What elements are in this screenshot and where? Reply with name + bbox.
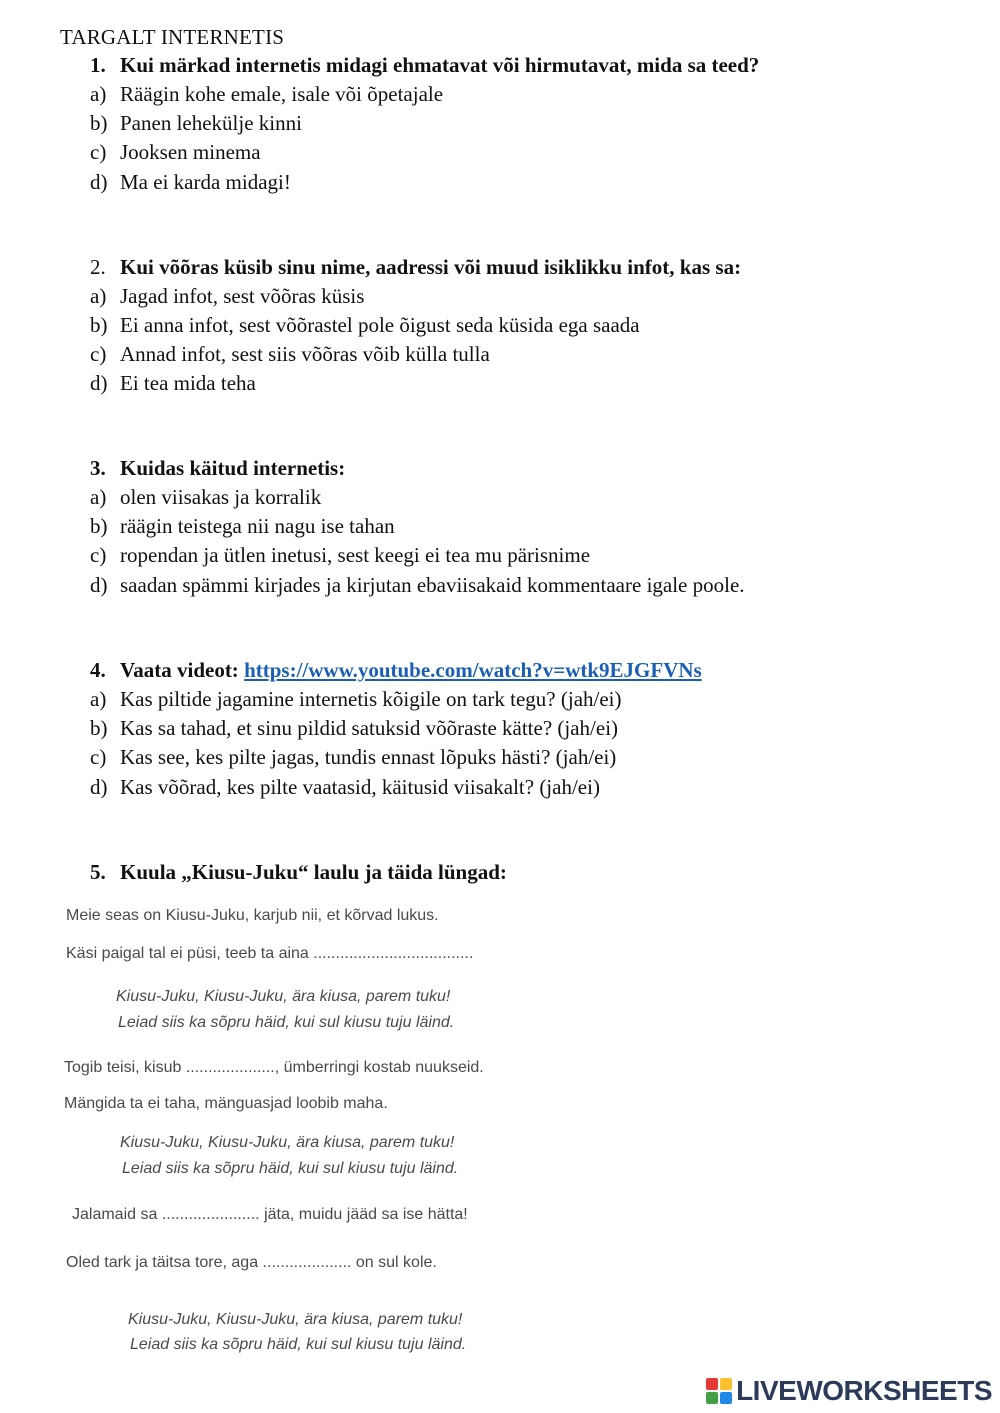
- question-1-answer-d[interactable]: d) Ma ei karda midagi!: [90, 170, 291, 194]
- chorus-1-line-1: Kiusu-Juku, Kiusu-Juku, ära kiusa, parem tuku!: [116, 988, 451, 1005]
- question-4-number: 4.: [90, 658, 106, 682]
- question-2-number: 2.: [90, 255, 106, 279]
- chorus-2-line-1: Kiusu-Juku, Kiusu-Juku, ära kiusa, parem tuku!: [120, 1134, 455, 1151]
- lyric-line-6-blank[interactable]: Oled tark ja täitsa tore, aga .................... on sul kole.: [66, 1254, 437, 1271]
- chorus-3-line-1: Kiusu-Juku, Kiusu-Juku, ära kiusa, parem tuku!: [128, 1311, 463, 1328]
- question-3-answer-b[interactable]: b) räägin teistega nii nagu ise tahan: [90, 514, 395, 538]
- question-5-number: 5.: [90, 860, 106, 884]
- question-2-title: [90, 255, 741, 280]
- question-3-answer-a[interactable]: a) olen viisakas ja korralik: [90, 485, 322, 509]
- question-4-answer-b[interactable]: b) Kas sa tahad, et sinu pildid satuksid võõraste kätte? (jah/ei): [90, 716, 619, 740]
- lyric-line-4: Mängida ta ei taha, mänguasjad loobib maha.: [64, 1095, 388, 1112]
- lyric-line-5-blank[interactable]: Jalamaid sa ...................... jäta, muidu jääd sa ise hätta!: [72, 1206, 468, 1223]
- question-3-title: [90, 456, 345, 481]
- question-1-answer-a[interactable]: a) Räägin kohe emale, isale või õpetajale: [90, 82, 444, 106]
- question-1-answer-c[interactable]: c) Jooksen minema: [90, 140, 261, 164]
- question-2-answer-c[interactable]: c) Annad infot, sest siis võõras võib külla tulla: [90, 342, 490, 366]
- chorus-3-line-2: Leiad siis ka sõpru häid, kui sul kiusu tuju läind.: [130, 1336, 467, 1353]
- question-5-text: Kuula „Kiusu-Juku“ laulu ja täida lüngad:: [120, 860, 507, 884]
- video-link[interactable]: https://www.youtube.com/watch?v=wtk9EJGFVNs: [244, 658, 702, 682]
- question-4-answer-a[interactable]: a) Kas piltide jagamine internetis kõigile on tark tegu? (jah/ei): [90, 687, 622, 711]
- chorus-2-line-2: Leiad siis ka sõpru häid, kui sul kiusu tuju läind.: [122, 1160, 459, 1177]
- question-2-answer-a[interactable]: a) Jagad infot, sest võõras küsis: [90, 284, 365, 308]
- document-title: TARGALT INTERNETIS: [60, 25, 285, 49]
- question-4-answer-d[interactable]: d) Kas võõrad, kes pilte vaatasid, käitusid viisakalt? (jah/ei): [90, 775, 600, 799]
- chorus-1-line-2: Leiad siis ka sõpru häid, kui sul kiusu tuju läind.: [118, 1014, 455, 1031]
- liveworksheets-logo-text: LIVEWORKSHEETS: [736, 1375, 992, 1406]
- lyric-line-1: Meie seas on Kiusu-Juku, karjub nii, et kõrvad lukus.: [66, 907, 439, 924]
- question-1-text: Kui märkad internetis midagi ehmatavat või hirmutavat, mida sa teed?: [120, 53, 760, 77]
- liveworksheets-logo: [706, 1375, 992, 1407]
- question-4-text: Vaata videot:: [120, 658, 239, 682]
- question-1-answer-b[interactable]: b) Panen lehekülje kinni: [90, 111, 302, 135]
- question-5-title: [90, 860, 507, 885]
- question-2-text: Kui võõras küsib sinu nime, aadressi või muud isiklikku infot, kas sa:: [120, 255, 742, 279]
- question-3-text: Kuidas käitud internetis:: [120, 456, 346, 480]
- question-2-answer-d[interactable]: d) Ei tea mida teha: [90, 371, 256, 395]
- question-1-number: 1.: [90, 53, 106, 77]
- question-3-answer-c[interactable]: c) ropendan ja ütlen inetusi, sest keegi ei tea mu pärisnime: [90, 543, 591, 567]
- logo-square-green: [706, 1392, 718, 1404]
- question-2-answer-b[interactable]: b) Ei anna infot, sest võõrastel pole õigust seda küsida ega saada: [90, 313, 640, 337]
- question-4-title: [90, 658, 702, 683]
- question-3-number: 3.: [90, 456, 106, 480]
- logo-square-red: [706, 1378, 718, 1390]
- question-3-answer-d[interactable]: d) saadan spämmi kirjades ja kirjutan ebaviisakaid kommentaare igale poole.: [90, 573, 745, 597]
- question-4-answer-c[interactable]: c) Kas see, kes pilte jagas, tundis ennast lõpuks hästi? (jah/ei): [90, 745, 617, 769]
- lyric-line-2-blank[interactable]: Käsi paigal tal ei püsi, teeb ta aina ....................................: [66, 945, 474, 962]
- logo-square-blue: [720, 1392, 732, 1404]
- liveworksheets-logo-icon: [706, 1378, 732, 1404]
- question-1-title: [90, 53, 759, 78]
- logo-square-yellow: [720, 1378, 732, 1390]
- lyric-line-3-blank[interactable]: Togib teisi, kisub ...................., ümberringi kostab nuukseid.: [64, 1059, 484, 1076]
